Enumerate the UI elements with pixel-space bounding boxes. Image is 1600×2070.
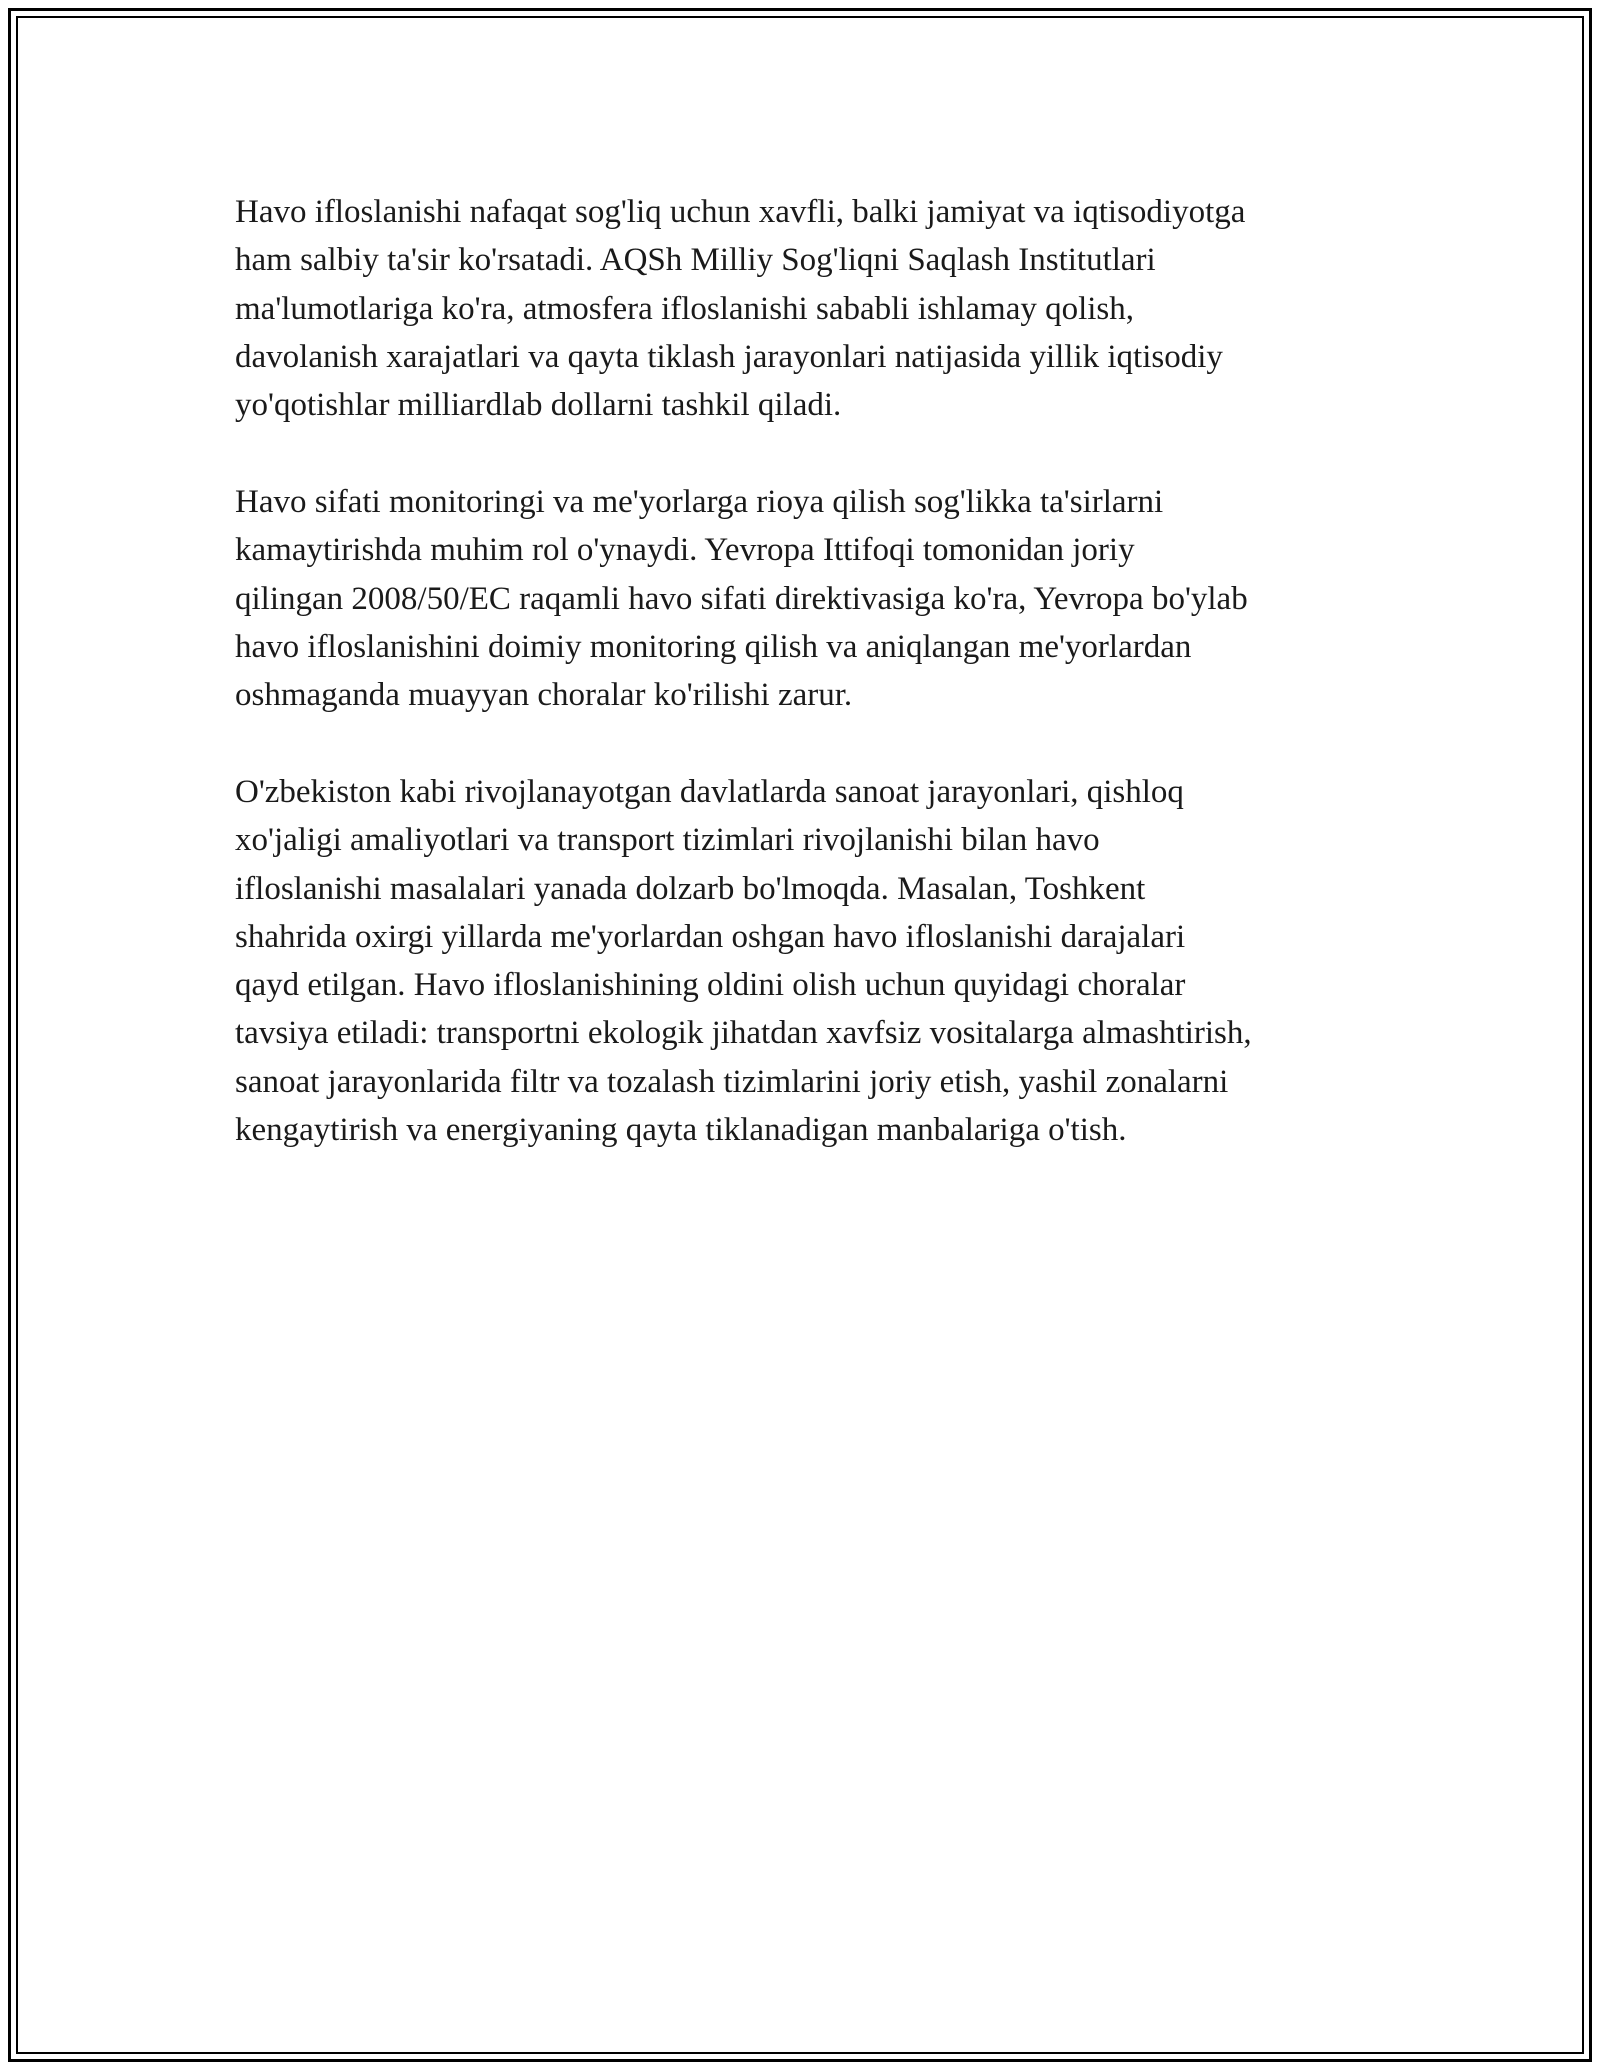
paragraph-line: qayd etilgan. Havo ifloslanishining oldini olish uchun quyidagi choralar <box>235 967 1186 1004</box>
paragraph-line: ifloslanishi masalalari yanada dolzarb bo'lmoqda. Masalan, Toshkent <box>235 870 1146 907</box>
document-body <box>235 188 1385 1203</box>
paragraph-line: yo'qotishlar milliardlab dollarni tashkil qiladi. <box>235 387 842 424</box>
paragraph-line: kengaytirish va energiyaning qayta tiklanadigan manbalariga o'tish. <box>235 1112 1127 1149</box>
paragraph-line: ham salbiy ta'sir ko'rsatadi. AQSh Milliy Sog'liqni Saqlash Institutlari <box>235 242 1156 279</box>
paragraph-3 <box>235 768 1385 1154</box>
paragraph-line: havo ifloslanishini doimiy monitoring qilish va aniqlangan me'yorlardan <box>235 628 1192 665</box>
paragraph-line: ma'lumotlariga ko'ra, atmosfera ifloslanishi sababli ishlamay qolish, <box>235 290 1135 327</box>
paragraph-line: oshmaganda muayyan choralar ko'rilishi zarur. <box>235 677 853 714</box>
paragraph-line: tavsiya etiladi: transportni ekologik jihatdan xavfsiz vositalarga almashtirish, <box>235 1015 1252 1052</box>
paragraph-line: qilingan 2008/50/EC raqamli havo sifati direktivasiga ko'ra, Yevropa bo'ylab <box>235 580 1248 617</box>
paragraph-line: Havo sifati monitoringi va me'yorlarga rioya qilish sog'likka ta'sirlarni <box>235 483 1164 520</box>
paragraph-line: shahrida oxirgi yillarda me'yorlardan oshgan havo ifloslanishi darajalari <box>235 918 1186 955</box>
paragraph-line: xo'jaligi amaliyotlari va transport tizimlari rivojlanishi bilan havo <box>235 822 1100 859</box>
paragraph-line: Havo ifloslanishi nafaqat sog'liq uchun xavfli, balki jamiyat va iqtisodiyotga <box>235 194 1246 230</box>
paragraph-2 <box>235 478 1385 719</box>
paragraph-line: O'zbekiston kabi rivojlanayotgan davlatlarda sanoat jarayonlari, qishloq <box>235 773 1184 810</box>
paragraph-line: sanoat jarayonlarida filtr va tozalash tizimlarini joriy etish, yashil zonalarni <box>235 1063 1229 1100</box>
paragraph-1 <box>235 188 1385 429</box>
paragraph-line: kamaytirishda muhim rol o'ynaydi. Yevropa Ittifoqi tomonidan joriy <box>235 532 1135 569</box>
paragraph-line: davolanish xarajatlari va qayta tiklash jarayonlari natijasida yillik iqtisodiy <box>235 338 1223 375</box>
